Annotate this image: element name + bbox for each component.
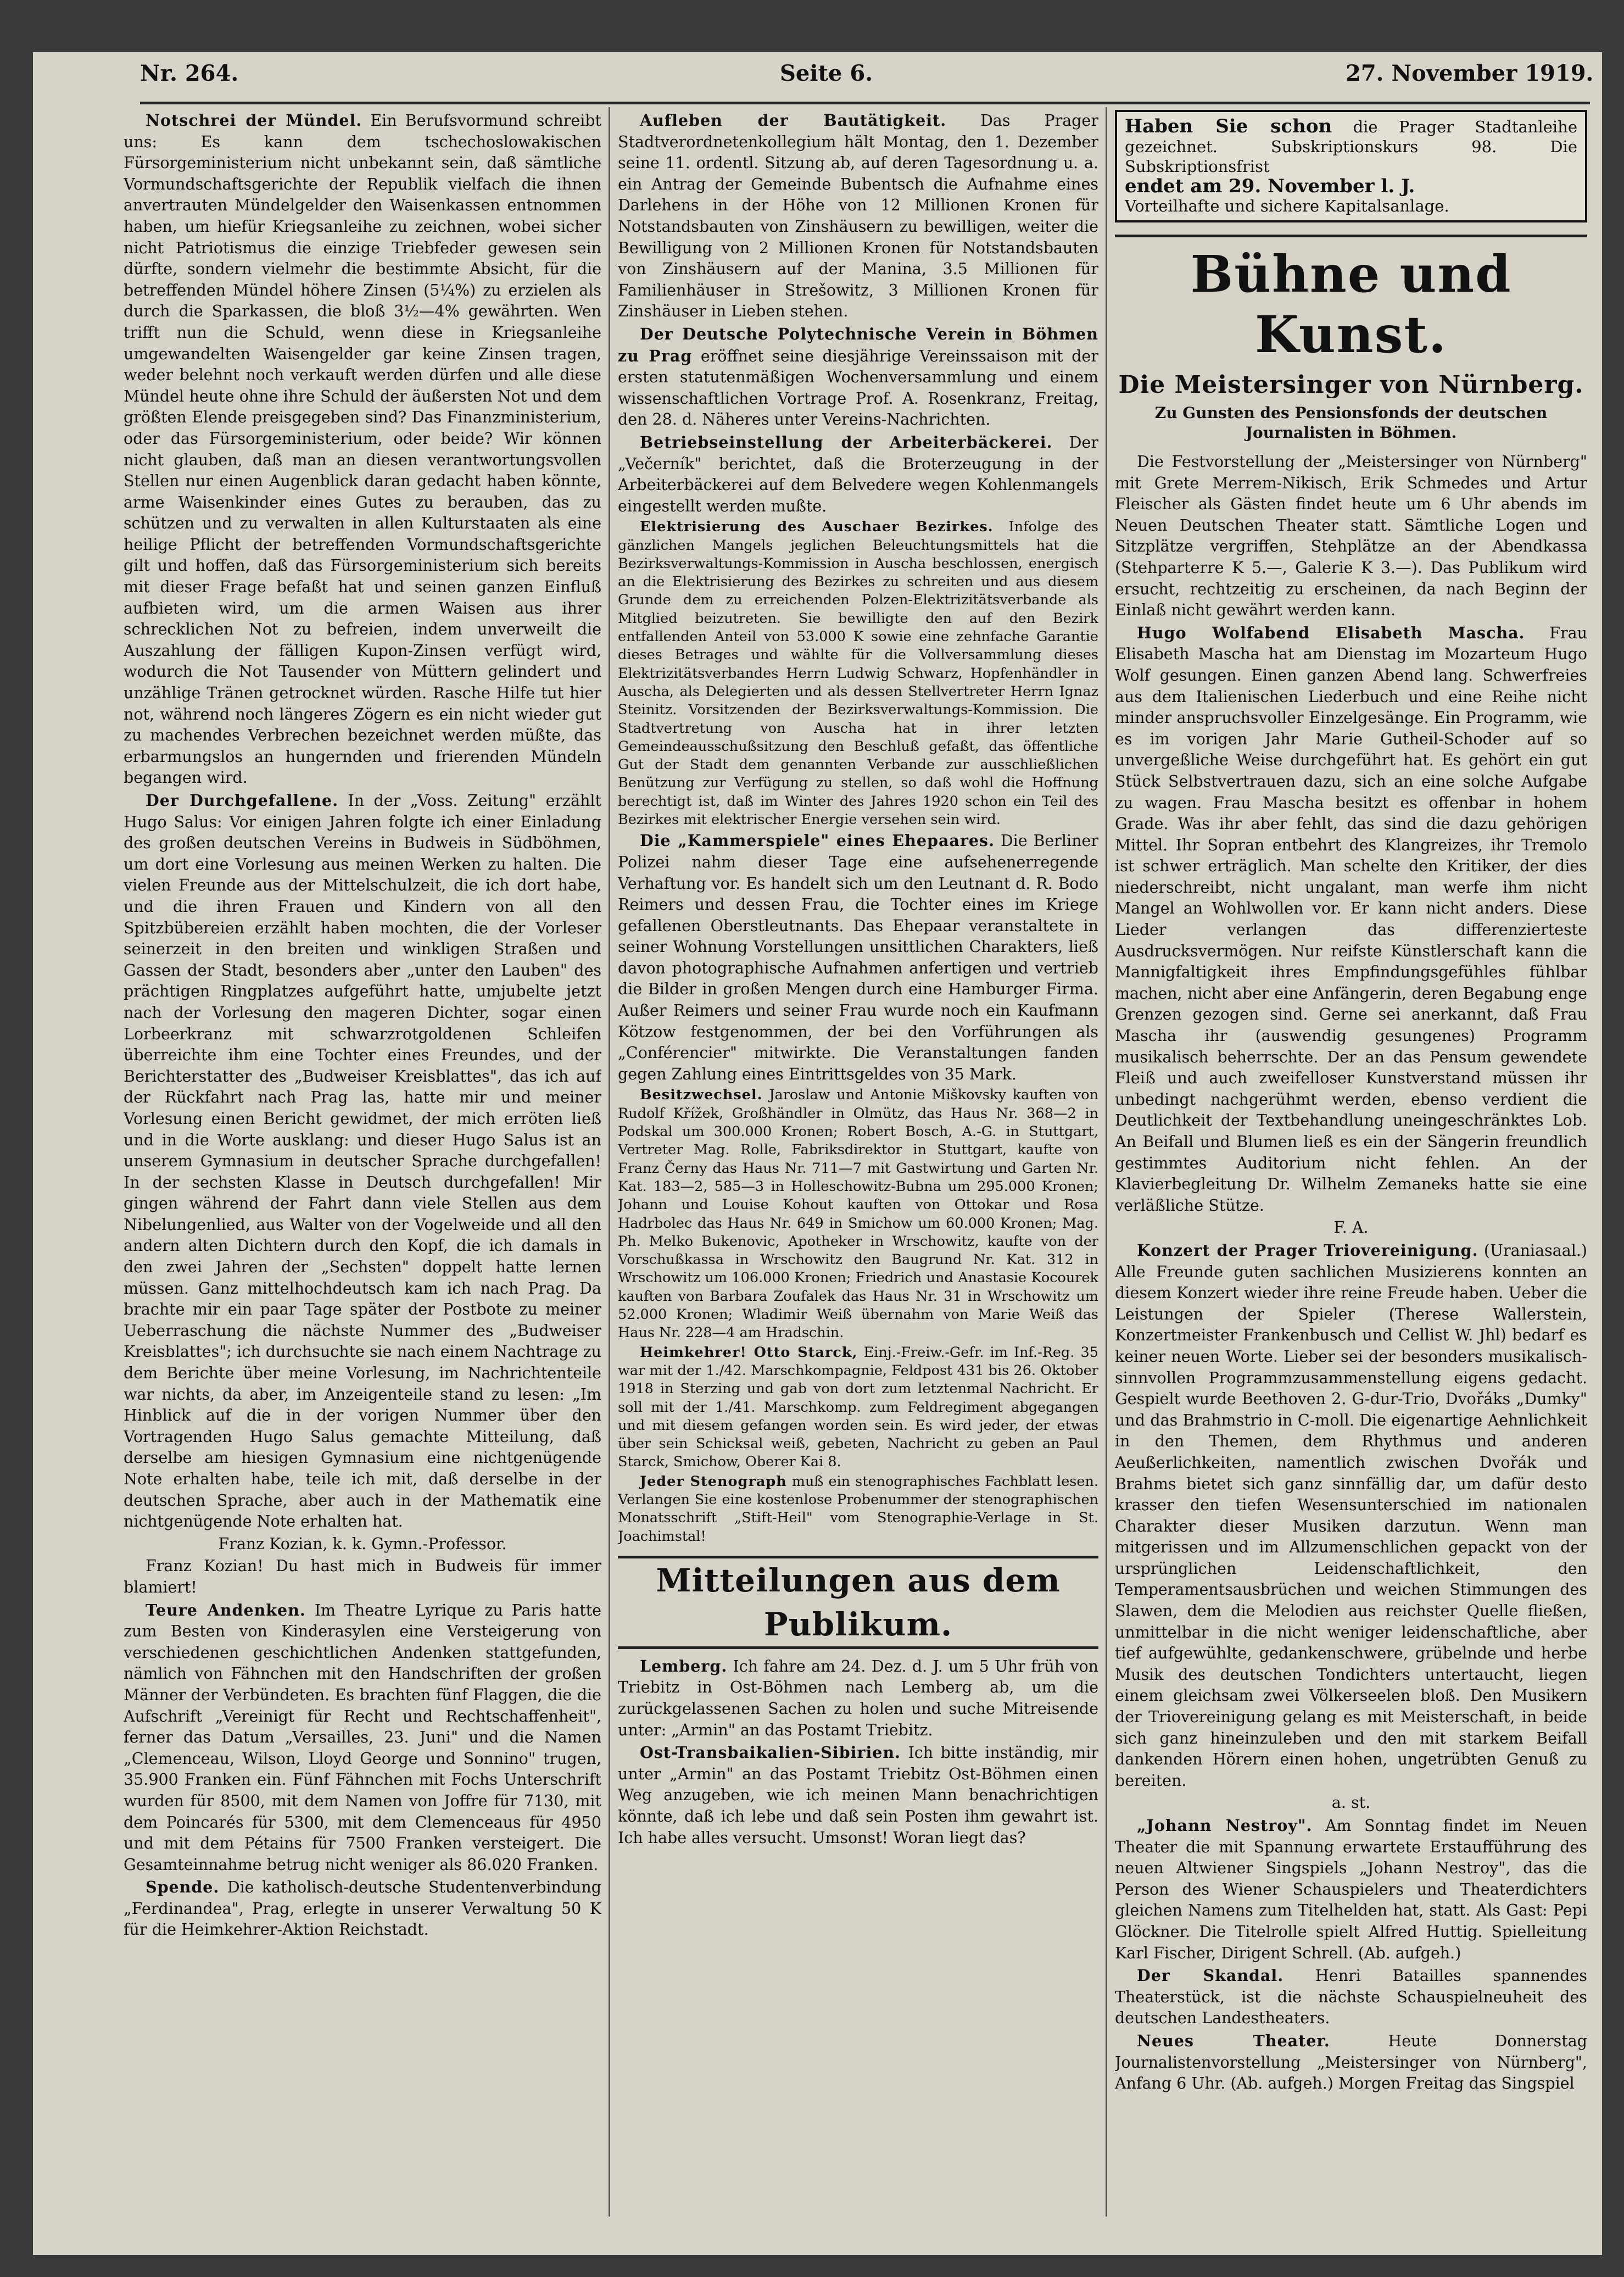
section-box-title: Mitteilungen aus dem Publikum. [618,1556,1098,1649]
header-rule [140,102,1590,104]
ad-headline: Haben Sie schon [1125,115,1332,137]
article-body: (Uraniasaal.) Alle Freunde guten sachlichen Musizierens konnten an diesem Konzert wieder ihre reine Freude haben. Ueber die Leistungen der Spieler (Therese Wallerstein, Konzertmeister Frankenbusch und Cellist W. Jhl) bedarf es keiner neuen Worte. Lieber sei der besonders musikalisch-sinnvollen Programmzusammenstellung eigens gedacht. Gespielt wurde Beethoven 2. G-dur-Trio, Dvořáks „Dumky" und das Brahmstrio in C-moll. Die eigenartige Aehnlichkeit in den Themen, dem Rhythmus und anderen Aeußerlichkeiten, namentlich zwischen Dvořák und Brahms bietet sich ganz sinnfällig dar, um dafür desto krasser den tiefen Wesensunterschied im nationalen Charakter dieser Musiken darzutun. Wenn man mitgerissen und im Allzumenschlichen gepackt von der ursprünglichen Leidenschaftlichkeit, den Temperamentsausbrüchen und weichen Stimmungen des Slawen, dem die Melodien aus reichster Quelle fließen, unmittelbar in die nicht weniger leidenschaftliche, aber tief aufgewühlte, gedankenschwere, grübelnde und herbe Musik des deutschen Tondichters untertaucht, liegen einem gleichsam zwei Völkerseelen bloß. Den Musikern der Triovereinigung gelang es mit Meisterschaft, in beide sich ganz hineinzuleben und den mit starkem Beifall dankenden Hörern einen hohen, ungetrübten Genuß zu bereiten. [1115,1241,1587,1790]
article-headline: Hugo Wolfabend Elisabeth Mascha. [1137,623,1525,642]
scan-border-right [1602,0,1624,2277]
article-paragraph [1115,1815,1587,1964]
article-body: Jaroslaw und Antonie Miškovsky kauften von Rudolf Křížek, Großhändler in Olmütz, das Haus Nr. 368—2 in Podskal um 300.000 Kronen; Robert Bosch, A.-G. in Stuttgart, Vertreter Mag. Rolle, Fabriksdirektor in Stuttgart, kaufte von Franz Černy das Haus Nr. 711—7 mit Gastwirtung und Garten Nr. Kat. 183—2, 585—3 in Holleschowitz-Bubna um 295.000 Kronen; Johann und Louise Kohout kauften von Ottokar und Rosa Hadrbolec das Haus Nr. 649 in Smichow um 60.000 Kronen; Mag. Ph. Melko Bukenovic, Apotheker in Wrschowitz, kaufte von der Vorschußkassa in Wrschowitz den Baugrund Nr. Kat. 312 in Wrschowitz um 106.000 Kronen; Friedrich und Anastasie Kocourek kauften von Barbara Zoufalek das Haus Nr. 31 in Wrschowitz um 52.000 Kronen; Wladimir Weiß übernahm von Marie Weiß das Haus Nr. 228—4 am Hradschin. [618,1087,1098,1341]
article-body: Der „Večerník" berichtet, daß die Broterzeugung in der Arbeiterbäckerei auf dem Belvedere wegen Kohlenmangels eingestellt werden mußte. [618,433,1098,515]
section-rule [1115,235,1587,237]
article-headline: Der Durchgefallene. [146,791,339,810]
signature: Franz Kozian, k. k. Gymn.-Professor. [218,1534,507,1553]
article-body: Ich fahre am 24. Dez. d. J. um 5 Uhr früh von Triebitz in Ost-Böhmen nach Lemberg ab, um die zurückgelassenen Sachen zu holen und suche Mitreisende unter: „Armin" an das Postamt Triebitz. [618,1657,1098,1739]
scan-border-bottom [0,2255,1624,2277]
article-headline: Lemberg. [640,1656,728,1675]
article-body: eröffnet seine diesjährige Vereinssaison mit der ersten statutenmäßigen Wochenversammlung und einem wissenschaftlichen Vortrage Prof. A. Rosenkranz, Freitag, den 28. d. Näheres unter Vereins-Nachrichten. [618,347,1098,429]
article-paragraph [618,830,1098,1085]
scan-border-top [0,0,1624,52]
column-divider [609,107,610,2217]
article-title: Die Meistersinger von Nürnberg. [1118,371,1584,399]
article-headline: Der Deutsche Polytechnische Verein in Böhmen zu Prag [618,324,1098,365]
ad-deadline: endet am 29. November l. J. [1125,175,1415,197]
page-number: Seite 6. [780,60,873,86]
column-1 [124,110,601,2214]
issue-number: Nr. 264. [140,60,239,86]
article-headline: Betriebseinstellung der Arbeiterbäckerei. [640,432,1053,452]
article-headline: Jeder Stenograph [640,1473,787,1490]
article-body: muß ein stenographisches Fachblatt lesen. Verlangen Sie eine kostenlose Probenummer der stenographischen Monatsschrift „Stift-Heil" vom Stenographie-Verlage in St. Joachimstal! [618,1473,1098,1545]
column-2 [618,110,1098,2214]
article-body: Franz Kozian! Du hast mich in Budweis für immer blamiert! [124,1557,601,1596]
article-headline: Notschrei der Mündel. [146,111,362,130]
issue-date: 27. November 1919. [1346,60,1594,86]
article-body: Einj.-Freiw.-Gefr. im Inf.-Reg. 35 war mit der 1./42. Marschkompagnie, Feldpost 431 bis 26. Oktober 1918 in Sterzing und gab von dort zum letztenmal Nachricht. Er soll mit der 1./41. Marschkomp. zum Feldregiment abgegangen und mit diesem gefangen worden sein. Es wird jeder, der etwas über sein Schicksal weiß, gebeten, Nachricht zu geben an Paul Starck, Smichow, Oberer Kai 8. [618,1344,1098,1471]
scan-border-left [0,0,33,2277]
article-headline: Der Skandal. [1137,1966,1284,1985]
article-body: Die Festvorstellung der „Meistersinger von Nürnberg" mit Grete Merrem-Nikisch, Erik Schmedes und Artur Fleischer als Gästen findet heute um 6 Uhr abends im Neuen Deutschen Theater statt. Sämtliche Logen und Sitzplätze vergriffen, Stehplätze an der Abendkassa (Stehparterre K 5.—, Galerie K 3.—). Das Publikum wird ersucht, rechtzeitig zu erscheinen, da nach Beginn der Einlaß nicht gewährt werden kann. [1115,453,1587,620]
article-paragraph [1115,1240,1587,1791]
article-headline: Konzert der Prager Triovereinigung. [1137,1240,1478,1260]
article-paragraph [124,1877,601,1941]
article-body: In der „Voss. Zeitung" erzählt Hugo Salus: Vor einigen Jahren folgte ich einer Einladung des großen deutschen Vereins in Budweis in Südböhmen, um dort eine Vorlesung aus meinen Werken zu halten. Die vielen Freunde aus der Mittelschulzeit, die ich dort habe, und die ihren Frauen und Kindern von all den Spitzbübereien erzählt haben mochten, die der Vorleser seinerzeit in den breiten und winkligen Straßen und Gassen der Stadt, besonders aber „unter den Lauben" des prächtigen Ringplatzes aufgeführt hatte, umjubelte jetzt nach der Vorlesung den mageren Dichter, sogar einen Lorbeerkranz mit schwarzrotgoldenen Schleifen überreichte ihm eine Tochter eines Freundes, und der Berichterstatter des „Budweiser Kreisblattes", das ich auf der Rückfahrt nach Prag las, hatte mir und meiner Vorlesung einen Bericht gewidmet, der mich erröten ließ und in die Worte ausklang: und dieser Hugo Salus ist an unserem Gymnasium in deutscher Sprache durchgefallen! In der sechsten Klasse in Deutsch durchgefallen! Mir gingen während der Fahrt dann viele Stellen aus dem Nibelungenlied, aus Walter von der Vogelweide und all den andern alten Dichtern durch den Kopf, die ich damals in den zwei Jahren der „Sechsten" doppelt hatte lernen müssen. Ganz mittelhochdeutsch kam ich nach Prag. Da brachte mir ein paar Tage später der Postbote zu meiner Ueberraschung die nächste Nummer des „Budweiser Kreisblattes"; ich durchsuchte sie nach einem Nachtrage zu dem Berichte über meine Vorlesung, im Nachrichtenteile war nichts, da aber, im Anzeigenteile stand zu lesen: „Im Hinblick auf die in der vorigen Nummer über den Vortragenden Hugo Salus gemachte Mitteilung, daß derselbe am hiesigen Gymnasium eine nichtgenügende Note erhalten habe, teile ich mit, daß derselbe in der deutschen Sprache, aber auch in der Mathematik eine nichtgenügende Note erhalten hat. [124,792,601,1531]
signature: a. st. [1331,1794,1371,1812]
article-body: Die Berliner Polizei nahm dieser Tage eine aufsehenerregende Verhaftung vor. Es handelt sich um den Leutnant d. R. Bodo Reimers und dessen Frau, die Tochter eines im Kriege gefallenen Oberstleutnants. Das Ehepaar veranstaltete in seiner Wohnung Vorstellungen unsittlichen Charakters, ließ davon photographische Aufnahmen anfertigen und vertrieb die Bilder in großen Mengen durch eine Hamburger Firma. Außer Reimers und seiner Frau wurde noch ein Kaufmann Kötzow festgenommen, der bei den Vorführungen als „Conférencier" mitwirkte. Die Veranstaltungen fanden gegen Zahlung eines Eintrittsgeldes von 35 Mark. [618,832,1098,1083]
article-paragraph [124,790,601,1533]
article-paragraph [618,432,1098,517]
article-paragraph [618,518,1098,829]
article-paragraph [124,1600,601,1876]
article-headline: Ost-Transbaikalien-Sibirien. [640,1743,901,1762]
section-title: Bühne und Kunst. [1190,244,1512,364]
article-body: Im Theatre Lyrique zu Paris hatte zum Besten von Kinderasylen eine Versteigerung von verschiedenen geschichtlichen Andenken stattgefunden, nämlich von Fähnchen mit den Handschriften der großen Männer der Verbündeten. Es brachten fünf Flaggen, die die Aufschrift „Vereinigt für Recht und Rechtschaffenheit", ferner das Datum „Versailles, 23. Juni" und die Namen „Clemenceau, Wilson, Lloyd George und Sonnino" trugen, 35.900 Franken ein. Fünf Fähnchen mit Fochs Unterschrift wurden für 8500, mit dem Namen von Joffre für 7130, mit dem Poincarés für 5300, mit dem Clemenceaus für 4950 und mit dem Pétains für 7500 Franken versteigert. Die Gesamteinnahme betrug nicht weniger als 86.020 Franken. [124,1601,601,1874]
article-paragraph [1115,622,1587,1217]
article-headline: Die „Kammerspiele" eines Ehepaares. [640,831,995,850]
article-headline: Spende. [146,1878,220,1897]
article-headline: Heimkehrer! Otto Starck, [640,1344,858,1361]
article-headline: Teure Andenken. [146,1600,306,1619]
article-paragraph [1115,2030,1587,2095]
article-headline: Elektrisierung des Auschaer Bezirkes. [640,519,994,536]
column-3 [1115,110,1587,2214]
article-body: Die katholisch-deutsche Studentenverbindung „Ferdinandea", Prag, erlegte in unserer Verwaltung 50 K für die Heimkehrer-Aktion Reichstadt. [124,1878,601,1939]
article-paragraph [618,1473,1098,1546]
article-body: Frau Elisabeth Mascha hat am Dienstag im Mozarteum Hugo Wolf gesungen. Einen ganzen Abend lang. Schwerfreies aus dem Italienischen Liederbuch und eine Reihe nicht minder anspruchsvoller Einzelgesänge. Ein Programm, wie es im vorigen Jahr Marie Gutheil-Schoder auf so unvergeßliche Weise durchgeführt hat. Es gehört ein gut Stück Selbstvertrauen dazu, sich an eine solche Aufgabe zu wagen. Frau Mascha besitzt es offenbar in hohem Grade. Was ihr aber fehlt, das sind die dazu gehörigen Mittel. Ihr Sopran entbehrt des Klangreizes, ihr Tremolo ist schwer erträglich. Man schelte den Kritiker, der dies niederschreibt, nicht ungalant, man werfe ihm nicht Mangel an Wohlwollen vor. Er kann nicht anders. Diese Lieder verlangen das differenzierteste Ausdrucksvermögen. Nur reifste Künstlerschaft kann die Mannigfaltigkeit ihres Empfindungsgefühles fühlbar machen, nicht aber eine Anfängerin, deren Begabung enge Grenzen gezogen sind. Gerne sei anerkannt, daß Frau Mascha ihr (auswendig gesungenes) Programm musikalisch beherrschte. Der an das Pensum gewendete Fleiß und auch zweifelloser Kunstverstand müssen ihr unbedingt nachgerühmt werden, ebenso verdient die Deutlichkeit der Textbehandlung uneingeschränktes Lob. An Beifall und Blumen ließ es ein der Sängerin freundlich gestimmtes Auditorium nicht fehlen. An der Klavierbegleitung Dr. Wilhelm Zemaneks hatte sie eine verläßliche Stütze. [1115,623,1587,1215]
article-paragraph [618,1742,1098,1849]
article-body: Ich bitte inständig, mir unter „Armin" an das Postamt Triebitz Ost-Böhmen einen Weg anzugeben, wie ich meinen Mann benachrichtigen könnte, daß ich lebe und daß sein Posten ihm gewahrt ist. Ich habe alles versucht. Umsonst! Woran liegt das? [618,1744,1098,1847]
article-paragraph [618,1086,1098,1342]
article-paragraph [1115,1965,1587,2029]
article-body: Das Prager Stadtverordnetenkollegium hält Montag, den 1. Dezember seine 11. ordentl. Sitzung ab, auf deren Tagesordnung u. a. ein Antrag der Gemeinde Bubentsch die Aufnahme eines Darlehens in der Höhe von 12 Millionen Kronen für Notstandsbauten von Zinshäusern zu bewilligen, weiter die Bewilligung von 2 Millionen Kronen für Notstandsbauten von Zinshäusern auf der Manina, 3.5 Millionen für Familienhäuser in Strešowitz, 3 Millionen Kronen für Zinshäuser in Lieben stehen. [618,112,1098,321]
article-paragraph [618,1344,1098,1472]
article-paragraph [124,110,601,789]
article-headline: Besitzwechsel. [640,1087,763,1104]
article-paragraph [618,110,1098,322]
article-body: Heute Donnerstag Journalistenvorstellung „Meistersinger von Nürnberg", Anfang 6 Uhr. (Ab. aufgeh.) Morgen Freitag das Singspiel [1115,2031,1587,2093]
article-paragraph [1115,452,1587,621]
article-body: Ein Berufsvormund schreibt uns: Es kann dem tschechoslowakischen Fürsorgeministerium nicht unbekannt sein, daß sämtliche Vormundschaftsgerichte der Republik vielfach die ihnen anvertrauten Mündelgelder den Waisenkassen entnommen haben, um hiefür Kriegsanleihe zu zeichnen, wobei sicher nicht Patriotismus die einzige Triebfeder gewesen sein dürfte, sondern vielmehr die bestimmte Absicht, für die betreffenden Mündel höhere Zinsen (5¼%) zu erzielen als durch die Sparkassen, die bloß 3½—4% gewährten. Wen trifft nun die Schuld, wenn diese in Kriegsanleihe umgewandelten Waisengelder gar keine Zinsen tragen, weder belehnt noch verkauft werden dürfen und alle diese Mündel heute ohne ihre Schuld der äußersten Not und dem größten Elende preisgegeben sind? Das Finanzministerium, oder das Fürsorgeministerium, oder beide? Wir können nicht glauben, daß man an diesen verantwortungsvollen Stellen nur einen Augenblick daran gedacht haben könnte, arme Waisenkinder eines Gutes zu berauben, das zu schützen und zu verwalten in allen Kulturstaaten als eine heilige Pflicht der betreffenden Vormundschaftsgerichte gilt und hoffen, daß das Fürsorgeministerium sich bereits mit dieser Frage befaßt hat und seinen ganzen Einfluß aufbieten wird, um die armen Waisen aus ihrer schrecklichen Not zu befreien, indem unverweilt die Auszahlung der fälligen Kupon-Zinsen verfügt wird, wodurch die Not Tausender von Müttern gelindert und unzählige Tränen getrocknet würden. Rasche Hilfe tut hier not, während noch längeres Zögern es ein nicht wieder gut zu machendes Verbrechen bezeichnet werden müßte, das erbarmungslos an hungernden und frierenden Mündeln begangen wird. [124,112,601,787]
ad-footer: Vorteilhafte und sichere Kapitalsanlage. [1125,197,1449,215]
article-headline: Aufleben der Bautätigkeit. [640,111,947,130]
column-divider [1106,107,1107,2217]
article-subtitle: Zu Gunsten des Pensionsfonds der deutschen Journalisten in Böhmen. [1154,404,1548,442]
article-body: Am Sonntag findet im Neuen Theater die mit Spannung erwartete Erstaufführung des neuen Altwiener Singspiels „Johann Nestroy", das die Person des Wiener Schauspielers und Theaterdichters gleichen Namens zum Titelhelden hat, statt. Als Gast: Pepi Glöckner. Die Titelrolle spielt Alfred Huttig. Spielleitung Karl Fischer, Dirigent Schrell. (Ab. aufgeh.) [1115,1817,1587,1962]
article-body: Henri Batailles spannendes Theaterstück, ist die nächste Schauspielneuheit des deutschen Landestheaters. [1115,1967,1587,2028]
article-paragraph [618,1656,1098,1741]
article-paragraph [124,1556,601,1598]
column-3-articles [1115,452,1587,2095]
advertisement-stadtanleihe [1115,110,1587,222]
article-headline: Neues Theater. [1137,2031,1330,2050]
article-paragraph [618,324,1098,431]
signature: F. A. [1333,1218,1369,1237]
article-body: Infolge des gänzlichen Mangels jeglichen Beleuchtungsmittels hat die Bezirksverwaltungs-Kommission in Auscha beschlossen, energisch an die Elektrisierung des Bezirkes zu schreiten und aus diesem Grunde dem zu erreichenden Polzen-Elektrizitätsverbande als Mitglied beizutreten. Sie bewilligte den auf den Bezirk entfallenden Anteil von 53.000 K sowie eine zehnfache Garantie dieses Betrages und wählte für die Vollversammlung dieses Elektrizitätsverbandes Herrn Ludwig Schwarz, Hopfenhändler in Auscha, als Delegierten und als dessen Stellvertreter Herrn Ignaz Steinitz. Vorsitzenden der Bezirksverwaltungs-Kommission. Die Stadtvertretung von Auscha hat in ihrer letzten Gemeindeausschußsitzung den Beschluß gefaßt, das öffentliche Gut der Stadt dem genannten Verbande zur ausschließlichen Benützung zur Verfügung zu stellen, so daß wohl die Hoffnung berechtigt ist, daß im Winter des Jahres 1920 schon ein Teil des Bezirkes mit elektrischer Energie versehen sein wird. [618,519,1098,828]
article-headline: „Johann Nestroy". [1137,1816,1313,1835]
ad-text: die Prager Stadtanleihe gezeichnet. Subskriptionskurs 98. Die Subskriptionsfrist [1125,118,1578,176]
